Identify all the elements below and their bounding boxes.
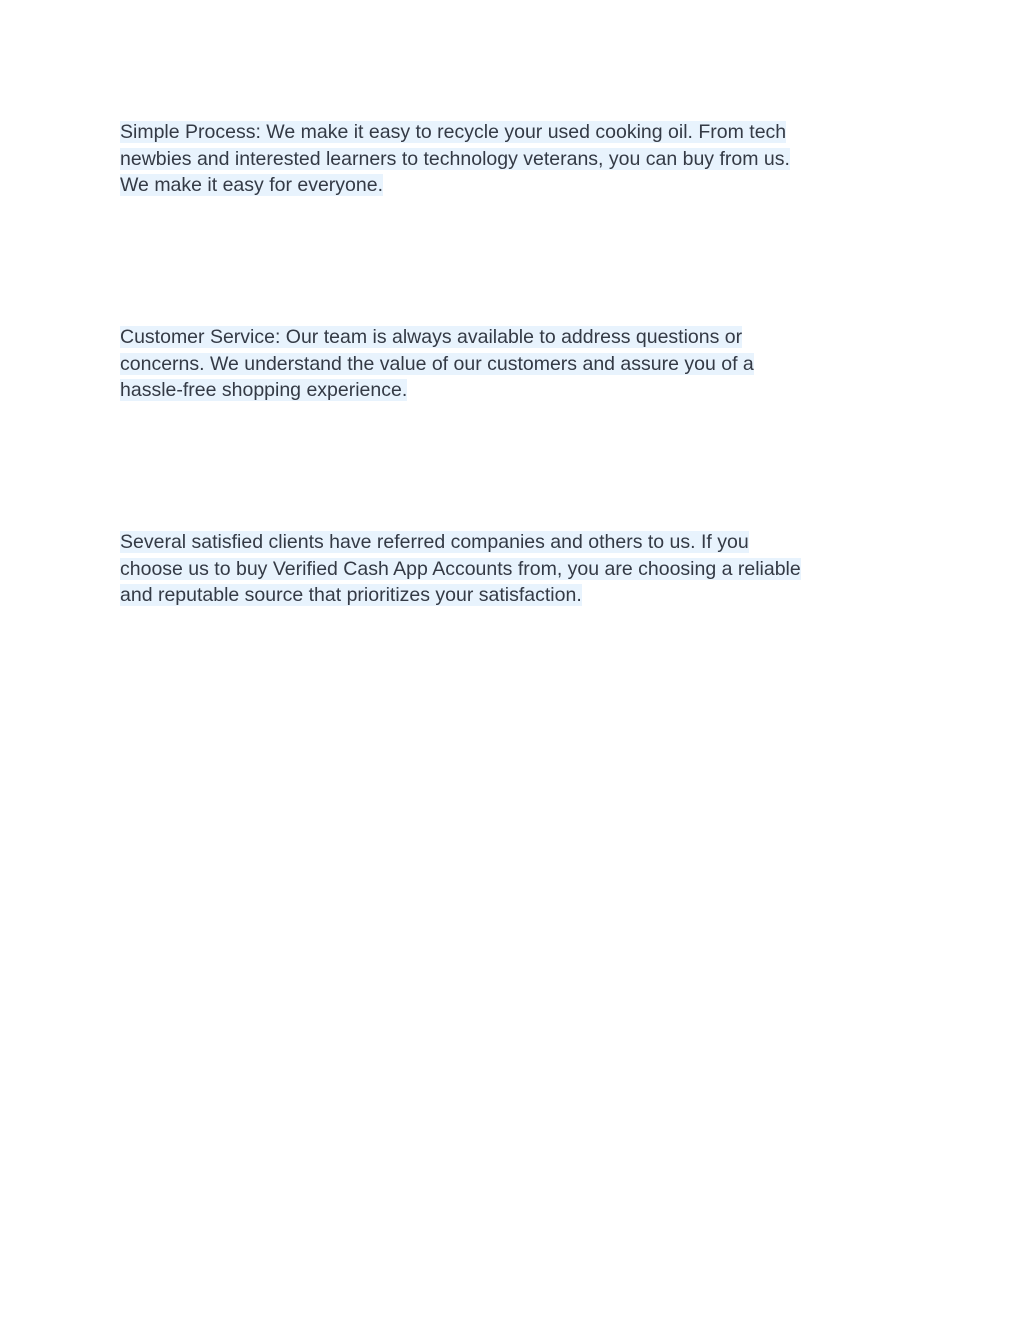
paragraph-line: Simple Process: We make it easy to recycle your used cooking oil. From tech: [120, 121, 787, 143]
paragraph-line: We make it easy for everyone.: [120, 174, 384, 196]
paragraph-line: newbies and interested learners to technology veterans, you can buy from us.: [120, 147, 790, 170]
paragraph-customer-service: [120, 324, 840, 404]
paragraph-line: concerns. We understand the value of our customers and assure you of a: [120, 352, 754, 375]
paragraph-line: Several satisfied clients have referred companies and others to us. If you: [120, 531, 749, 553]
paragraph-simple-process: [120, 119, 840, 199]
paragraph-satisfied-clients: [120, 529, 840, 609]
paragraph-line: and reputable source that prioritizes your satisfaction.: [120, 584, 582, 606]
paragraph-line: Customer Service: Our team is always available to address questions or: [120, 326, 743, 348]
paragraph-line: choose us to buy Verified Cash App Accounts from, you are choosing a reliable: [120, 557, 801, 580]
paragraph-line: hassle-free shopping experience.: [120, 379, 408, 401]
